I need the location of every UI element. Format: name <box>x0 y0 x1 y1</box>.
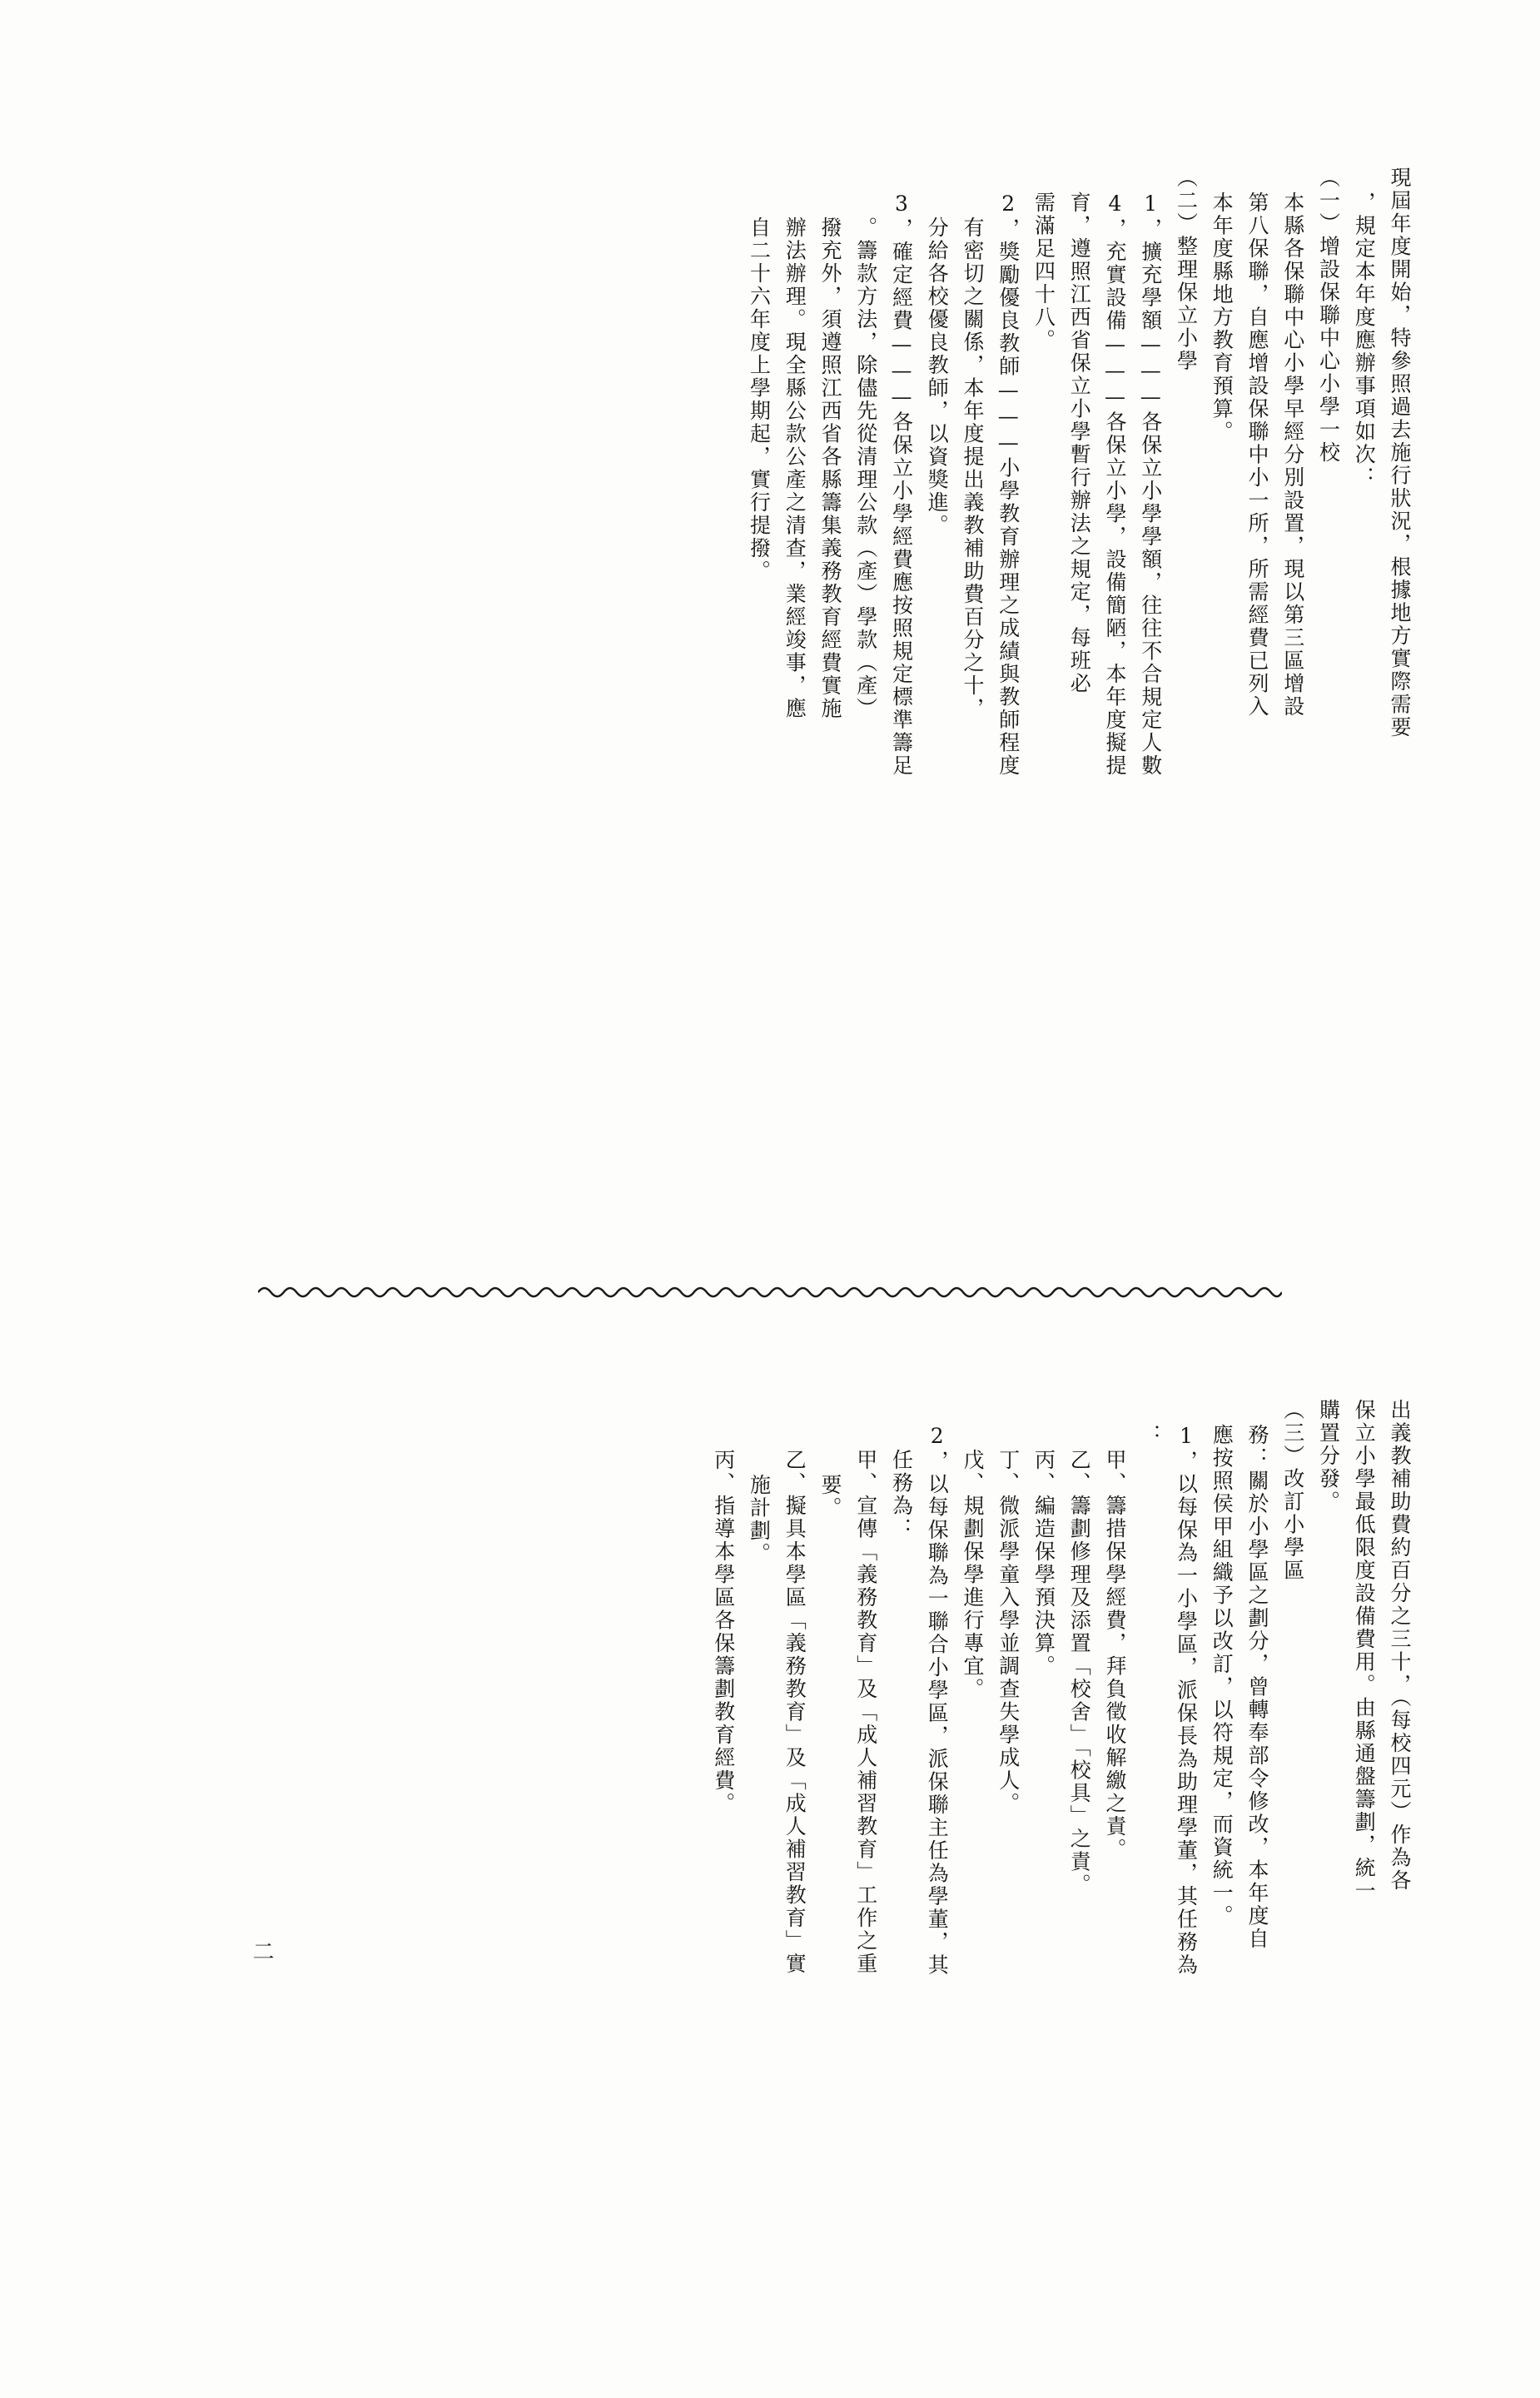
text-column: 任務為： <box>889 1449 914 1540</box>
text-column: 甲、籌措保學經費，拜負徵收解繳之責。 <box>1103 1449 1127 1861</box>
text-column: 撥充外，須遵照江西省各縣籌集義務教育經費實施 <box>818 216 842 720</box>
text-column: 應按照侯甲組織予以改訂，以符規定，而資統一。 <box>1210 1424 1234 1928</box>
text-column: 。籌款方法，除儘先從清理公款（產）學款（產） <box>853 216 878 720</box>
text-column: 施計劃。 <box>747 1474 772 1565</box>
text-column: 4，充實設備———各保立小學，設備簡陋，本年度擬提 <box>1103 192 1127 778</box>
text-column: ： <box>1138 1424 1163 1447</box>
text-column: 自二十六年度上學期起，實行提撥。 <box>747 216 772 583</box>
text-column: 購置分發。 <box>1316 1399 1341 1514</box>
text-column: 甲、宣傳「義務教育」及「成人補習教育」工作之重 <box>853 1449 878 1976</box>
bottom-text-block <box>117 1399 1415 2315</box>
text-column: 分給各校優良教師，以資獎進。 <box>925 216 950 537</box>
text-column: 現屆年度開始，特參照過去施行狀況，根據地方實際需要 <box>1388 167 1412 739</box>
text-column: 2，獎勵優良教師———小學教育辦理之成績與教師程度 <box>996 192 1021 778</box>
text-column: 要。 <box>818 1474 842 1520</box>
text-column: 需滿足四十八。 <box>1031 192 1056 352</box>
text-column: 第八保聯，自應增設保聯中小一所，所需經費已列入 <box>1245 192 1269 719</box>
text-column: 育，遵照江西省保立小學暫行辦法之規定，每班必 <box>1067 192 1092 695</box>
text-column: 3，確定經費———各保立小學經費應按照規定標準籌足 <box>889 192 914 778</box>
text-column: ，規定本年度應辦事項如次： <box>1352 192 1377 490</box>
text-column: 丙、指導本學區各保籌劃教育經費。 <box>711 1449 736 1815</box>
text-column: 本年度縣地方教育預算。 <box>1210 192 1234 444</box>
text-column: （二）整理保立小學 <box>1174 167 1199 373</box>
text-column: 乙、擬具本學區「義務教育」及「成人補習教育」實 <box>782 1449 807 1976</box>
text-column: 辦法辦理。現全縣公款公產之清查，業經竣事，應 <box>782 216 807 720</box>
text-column: 乙、籌劃修理及添置「校舍」「校具」之責。 <box>1067 1449 1092 1897</box>
text-column: 丙、編造保學預決算。 <box>1031 1449 1056 1678</box>
top-text-block <box>117 167 1415 1149</box>
text-column: 務：關於小學區之劃分，曾轉奉部令修改，本年度自 <box>1245 1424 1269 1951</box>
page-number: 二 <box>249 1940 274 1963</box>
text-column: 1，以每保為一小學區，派保長為助理學董，其任務為 <box>1174 1424 1199 1977</box>
text-column: 2，以每保聯為一聯合小學區，派保聯主任為學董，其 <box>925 1424 950 1977</box>
text-column: 丁、微派學童入學並調查失學成人。 <box>996 1449 1021 1815</box>
text-column: （三）改訂小學區 <box>1280 1399 1305 1582</box>
text-column: （一）增設保聯中心小學一校 <box>1316 167 1341 465</box>
text-column: 本縣各保聯中心小學早經分別設置，現以第三區增設 <box>1280 192 1305 719</box>
text-column: 保立小學最低限度設備費用。由縣通盤籌劃，統一 <box>1352 1399 1377 1903</box>
text-column: 出義教補助費約百分之三十，（每校四元）作為各 <box>1388 1399 1412 1893</box>
text-column: 1，擴充學額———各保立小學學額，往往不合規定人數 <box>1138 192 1163 778</box>
text-column: 有密切之關係，本年度提出義教補助費百分之十， <box>961 216 985 720</box>
wavy-divider <box>258 1282 1282 1302</box>
text-column: 戊、規劃保學進行專宜。 <box>961 1449 985 1701</box>
